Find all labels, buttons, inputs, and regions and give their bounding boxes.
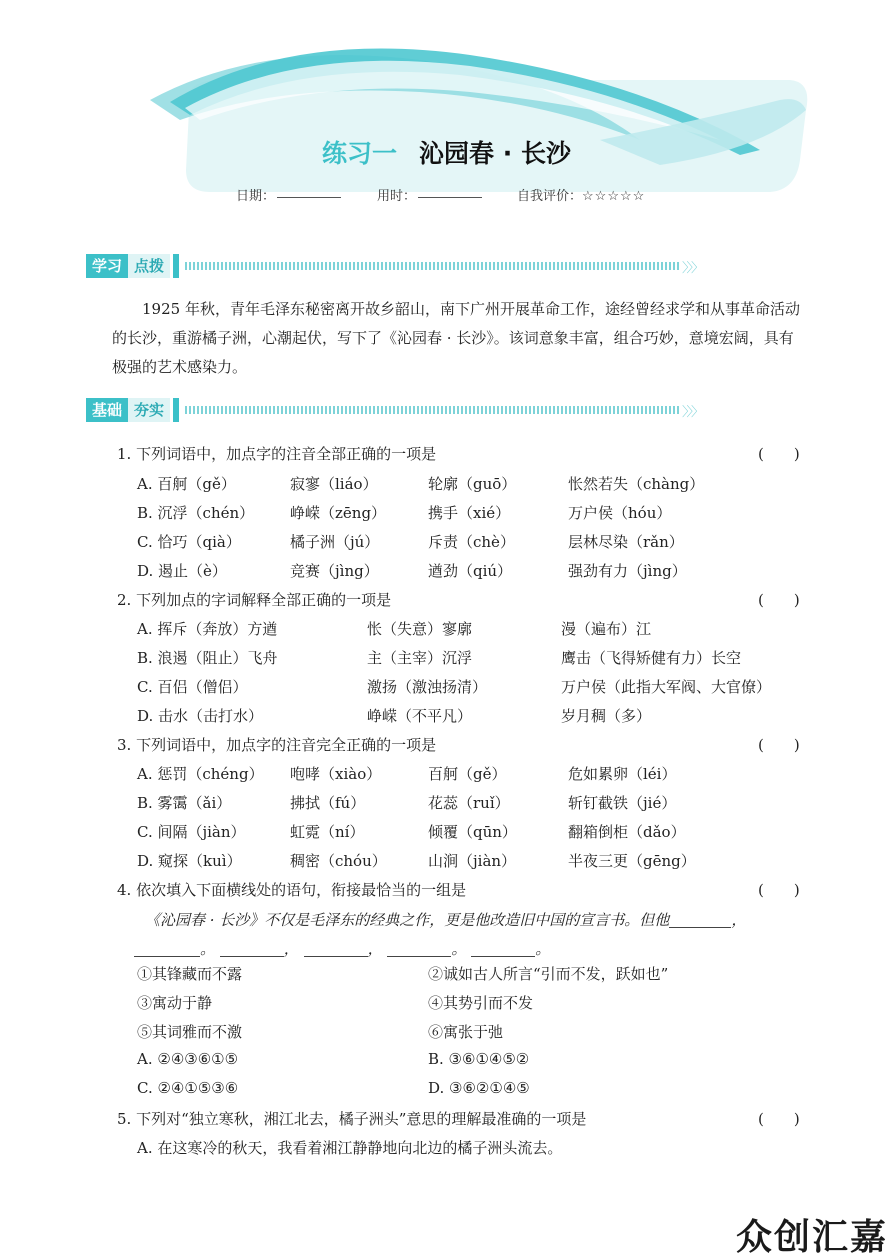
q4-item-6: ⑥寓张于弛: [428, 1023, 504, 1041]
page-title: [0, 134, 893, 170]
question-3-stem: 3. 下列词语中，加点字的注音完全正确的一项是: [117, 736, 437, 754]
question-2-stem: 2. 下列加点的字词解释全部正确的一项是: [117, 591, 392, 609]
q4-blank-5[interactable]: [387, 942, 451, 957]
q2-option-d-2: 峥嵘（不平凡）: [367, 707, 473, 725]
section-bar: [173, 398, 179, 422]
q3-option-a-4: 危如累卵（léi）: [568, 765, 677, 783]
q4-sep-1: 。: [200, 940, 216, 958]
q4-item-4: ④其势引而不发: [428, 994, 534, 1012]
q4-item-1: ①其锋藏而不露: [137, 965, 243, 983]
q4-item-3: ③寓动于静: [137, 994, 213, 1012]
q3-option-c-1: C. 间隔（jiàn）: [137, 823, 246, 841]
q4-option-b: B. ③⑥①④⑤②: [428, 1050, 530, 1068]
q1-option-d-4: 强劲有力（jìng）: [568, 562, 687, 580]
intro-text: 1925 年秋，青年毛泽东秘密离开故乡韶山，南下广州开展革命工作，途经曾经求学和从事革命活动的长沙，重游橘子洲，心潮起伏，写下了《沁园春 · 长沙》。该词意象丰富，组合巧妙，意境宏阔，具有极强的艺术感染力。: [112, 300, 800, 376]
time-label: 用时：: [377, 189, 417, 204]
q3-option-d-3: 山涧（jiàn）: [428, 852, 517, 870]
q3-option-b-2: 拂拭（fú）: [290, 794, 366, 812]
q3-option-a-2: 咆哮（xiào）: [290, 765, 382, 783]
section-header-basics: [86, 398, 702, 422]
section-tag-a: 基础: [86, 398, 128, 422]
q3-option-c-3: 倾覆（qūn）: [428, 823, 517, 841]
question-3-answer[interactable]: ( ): [758, 736, 800, 754]
q2-option-a-1: A. 挥斥（奔放）方遒: [137, 620, 278, 638]
title-main: 沁园春 · 长沙: [419, 139, 571, 168]
question-4-answer[interactable]: ( ): [758, 881, 800, 899]
q3-option-b-1: B. 雾霭（ǎi）: [137, 794, 232, 812]
q2-option-c-2: 激扬（激浊扬清）: [367, 678, 488, 696]
q3-option-d-2: 稠密（chóu）: [290, 852, 387, 870]
q4-blank-1[interactable]: [669, 913, 731, 928]
q4-option-d: D. ③⑥②①④⑤: [428, 1079, 530, 1097]
q4-sep-4: 。: [451, 940, 467, 958]
q2-option-c-1: C. 百侣（僧侣）: [137, 678, 248, 696]
q3-option-a-1: A. 惩罚（chéng）: [137, 765, 264, 783]
q3-option-c-4: 翻箱倒柜（dǎo）: [568, 823, 686, 841]
watermark: 众创汇嘉: [736, 1217, 889, 1258]
q2-option-c-3: 万户侯（此指大军阀、大官僚）: [561, 678, 772, 696]
q1-option-b-4: 万户侯（hóu）: [568, 504, 672, 522]
q1-option-a-3: 轮廓（guō）: [428, 475, 517, 493]
date-label: 日期：: [236, 189, 276, 204]
rating-field: [517, 185, 645, 204]
section-dots: [185, 262, 680, 270]
q4-sep-5: 。: [535, 940, 551, 958]
date-field: [236, 185, 275, 204]
rating-stars[interactable]: ☆☆☆☆☆: [582, 189, 646, 204]
q4-option-c: C. ②④①⑤③⑥: [137, 1079, 239, 1097]
section-bar: [173, 254, 179, 278]
section-tag-b: 点拨: [128, 254, 170, 278]
title-prefix: 练习一: [322, 139, 398, 168]
q3-option-d-1: D. 窥探（kuì）: [137, 852, 242, 870]
q3-option-b-4: 斩钉截铁（jié）: [568, 794, 677, 812]
q2-option-a-3: 漫（遍布）江: [561, 620, 652, 638]
date-blank[interactable]: [277, 185, 341, 198]
question-4-stem: 4. 依次填入下面横线处的语句，衔接最恰当的一组是: [117, 881, 467, 899]
q2-option-b-1: B. 浪遏（阻止）飞舟: [137, 649, 278, 667]
q4-option-a: A. ②④③⑥①⑤: [137, 1050, 239, 1068]
q1-option-a-1: A. 百舸（gě）: [137, 475, 236, 493]
q4-blank-2[interactable]: [134, 942, 200, 957]
q3-option-c-2: 虹霓（ní）: [290, 823, 365, 841]
rating-label: 自我评价：: [517, 189, 583, 204]
q4-blank-6[interactable]: [471, 942, 535, 957]
q1-option-c-1: C. 恰巧（qià）: [137, 533, 241, 551]
question-2-answer[interactable]: ( ): [758, 591, 800, 609]
time-field: [377, 185, 416, 204]
q1-option-a-4: 怅然若失（chàng）: [568, 475, 705, 493]
q3-option-a-3: 百舸（gě）: [428, 765, 507, 783]
q4-sep-3: ，: [367, 940, 383, 958]
section-header-learning: [86, 254, 702, 278]
q2-option-d-1: D. 击水（击打水）: [137, 707, 264, 725]
section-tag-a: 学习: [86, 254, 128, 278]
q4-item-5: ⑤其词雅而不激: [137, 1023, 243, 1041]
q1-option-c-3: 斥责（chè）: [428, 533, 515, 551]
q4-sep-2: ，: [283, 940, 299, 958]
section-dots: [185, 406, 680, 414]
q4-passage-text: 《沁园春 · 长沙》不仅是毛泽东的经典之作，更是他改造旧中国的宣言书。但他: [145, 911, 670, 929]
question-1-stem: 1. 下列词语中，加点字的注音全部正确的一项是: [117, 445, 437, 463]
q2-option-b-3: 鹰击（飞得矫健有力）长空: [561, 649, 742, 667]
q5-option-a: A. 在这寒冷的秋天，我看着湘江静静地向北边的橘子洲头流去。: [137, 1139, 563, 1157]
section-arrows: 〉〉〉: [682, 404, 703, 420]
question-5-answer[interactable]: ( ): [758, 1110, 800, 1128]
q4-passage: [145, 909, 746, 930]
q2-option-b-2: 主（主宰）沉浮: [367, 649, 473, 667]
q1-option-b-1: B. 沉浮（chén）: [137, 504, 255, 522]
q1-option-c-4: 层林尽染（rǎn）: [568, 533, 684, 551]
q2-option-d-3: 岁月稠（多）: [561, 707, 652, 725]
time-blank[interactable]: [418, 185, 482, 198]
question-5-stem: 5. 下列对“独立寒秋，湘江北去，橘子洲头”意思的理解最准确的一项是: [117, 1110, 587, 1128]
q4-blank-3[interactable]: [220, 942, 284, 957]
q4-item-2: ②诚如古人所言“引而不发，跃如也”: [428, 965, 669, 983]
q4-blank-4[interactable]: [304, 942, 368, 957]
q1-option-b-2: 峥嵘（zēng）: [290, 504, 387, 522]
q1-option-d-1: D. 遏止（è）: [137, 562, 227, 580]
q1-option-d-2: 竞赛（jìng）: [290, 562, 379, 580]
header-banner: [0, 0, 893, 240]
q4-passage-end: ，: [731, 911, 747, 929]
q1-option-d-3: 遒劲（qiú）: [428, 562, 513, 580]
q3-option-b-3: 花蕊（ruǐ）: [428, 794, 510, 812]
question-1-answer[interactable]: ( ): [758, 445, 800, 463]
q3-option-d-4: 半夜三更（gēng）: [568, 852, 696, 870]
q1-option-b-3: 携手（xié）: [428, 504, 511, 522]
intro-paragraph: [112, 295, 808, 382]
section-arrows: 〉〉〉: [682, 260, 703, 276]
q4-blanks: [134, 938, 550, 959]
q1-option-a-2: 寂寥（liáo）: [290, 475, 378, 493]
q1-option-c-2: 橘子洲（jú）: [290, 533, 380, 551]
section-tag-b: 夯实: [128, 398, 170, 422]
q2-option-a-2: 怅（失意）寥廓: [367, 620, 473, 638]
